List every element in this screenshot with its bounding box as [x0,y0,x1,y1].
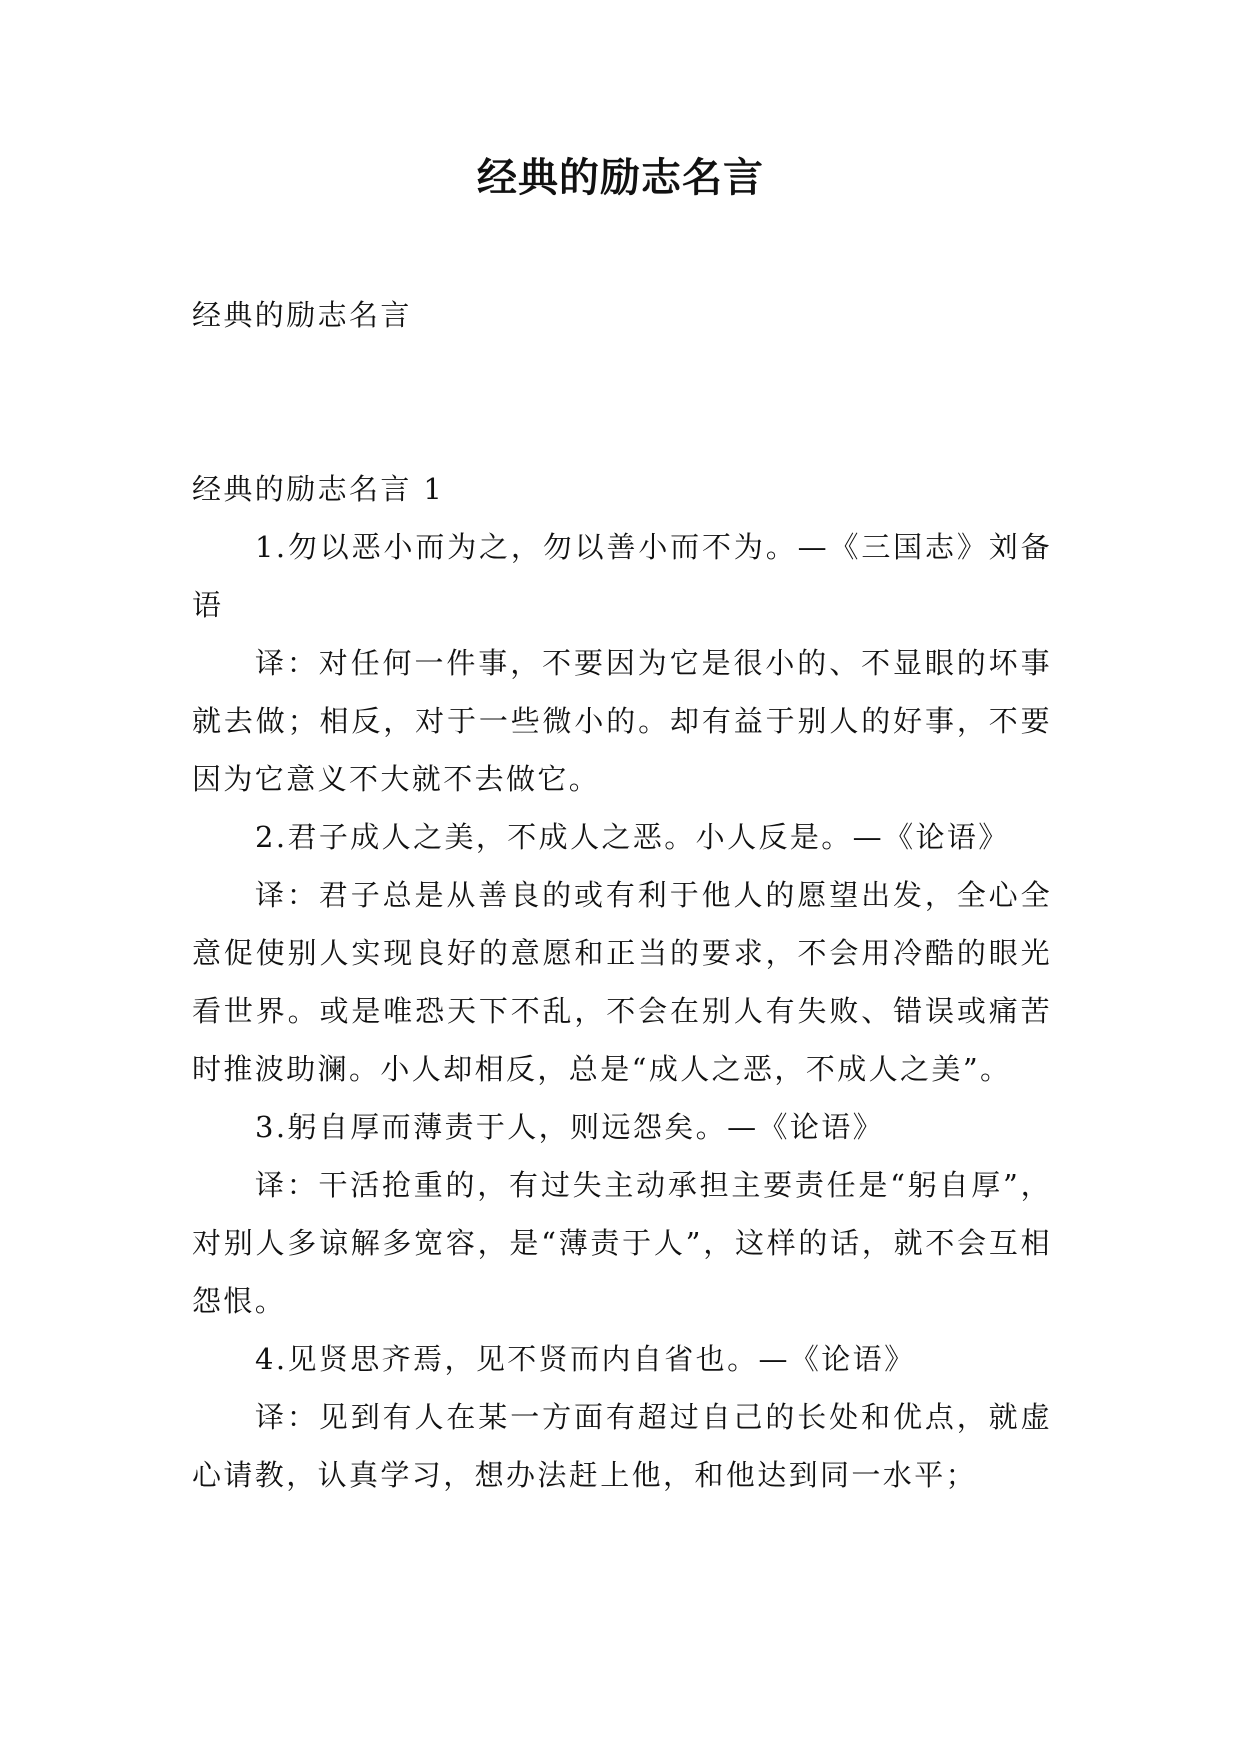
section-heading: 经典的励志名言 1 [192,472,445,506]
quote-paragraph: 2.君子成人之美，不成人之恶。小人反是。—《论语》 [255,820,1010,854]
translation-paragraph: 译：见到有人在某一方面有超过自己的长处和优点，就虚心请教，认真学习，想办法赶上他，和他达到同一水平； [192,1400,1052,1492]
document-body [192,286,1052,1504]
document-title: 经典的励志名言 [477,154,764,201]
quote-paragraph: 4.见贤思齐焉，见不贤而内自省也。—《论语》 [255,1342,916,1376]
document-subtitle: 经典的励志名言 [192,298,412,332]
translation-paragraph: 译：对任何一件事，不要因为它是很小的、不显眼的坏事就去做；相反，对于一些微小的。却有益于别人的好事，不要因为它意义不大就不去做它。 [192,646,1052,796]
blank-gap [192,344,1052,460]
translation-paragraph: 译：干活抢重的，有过失主动承担主要责任是“躬自厚”，对别人多谅解多宽容，是“薄责于人”，这样的话，就不会互相怨恨。 [192,1168,1052,1318]
translation-paragraph: 译：君子总是从善良的或有利于他人的愿望出发，全心全意促使别人实现良好的意愿和正当的要求，不会用冷酷的眼光看世界。或是唯恐天下不乱，不会在别人有失败、错误或痛苦时推波助澜。小人却相反，总是“成人之恶，不成人之美”。 [192,878,1052,1086]
quote-paragraph: 3.躬自厚而薄责于人，则远怨矣。—《论语》 [255,1110,885,1144]
quote-paragraph: 1.勿以恶小而为之，勿以善小而不为。—《三国志》刘备语 [192,530,1052,622]
